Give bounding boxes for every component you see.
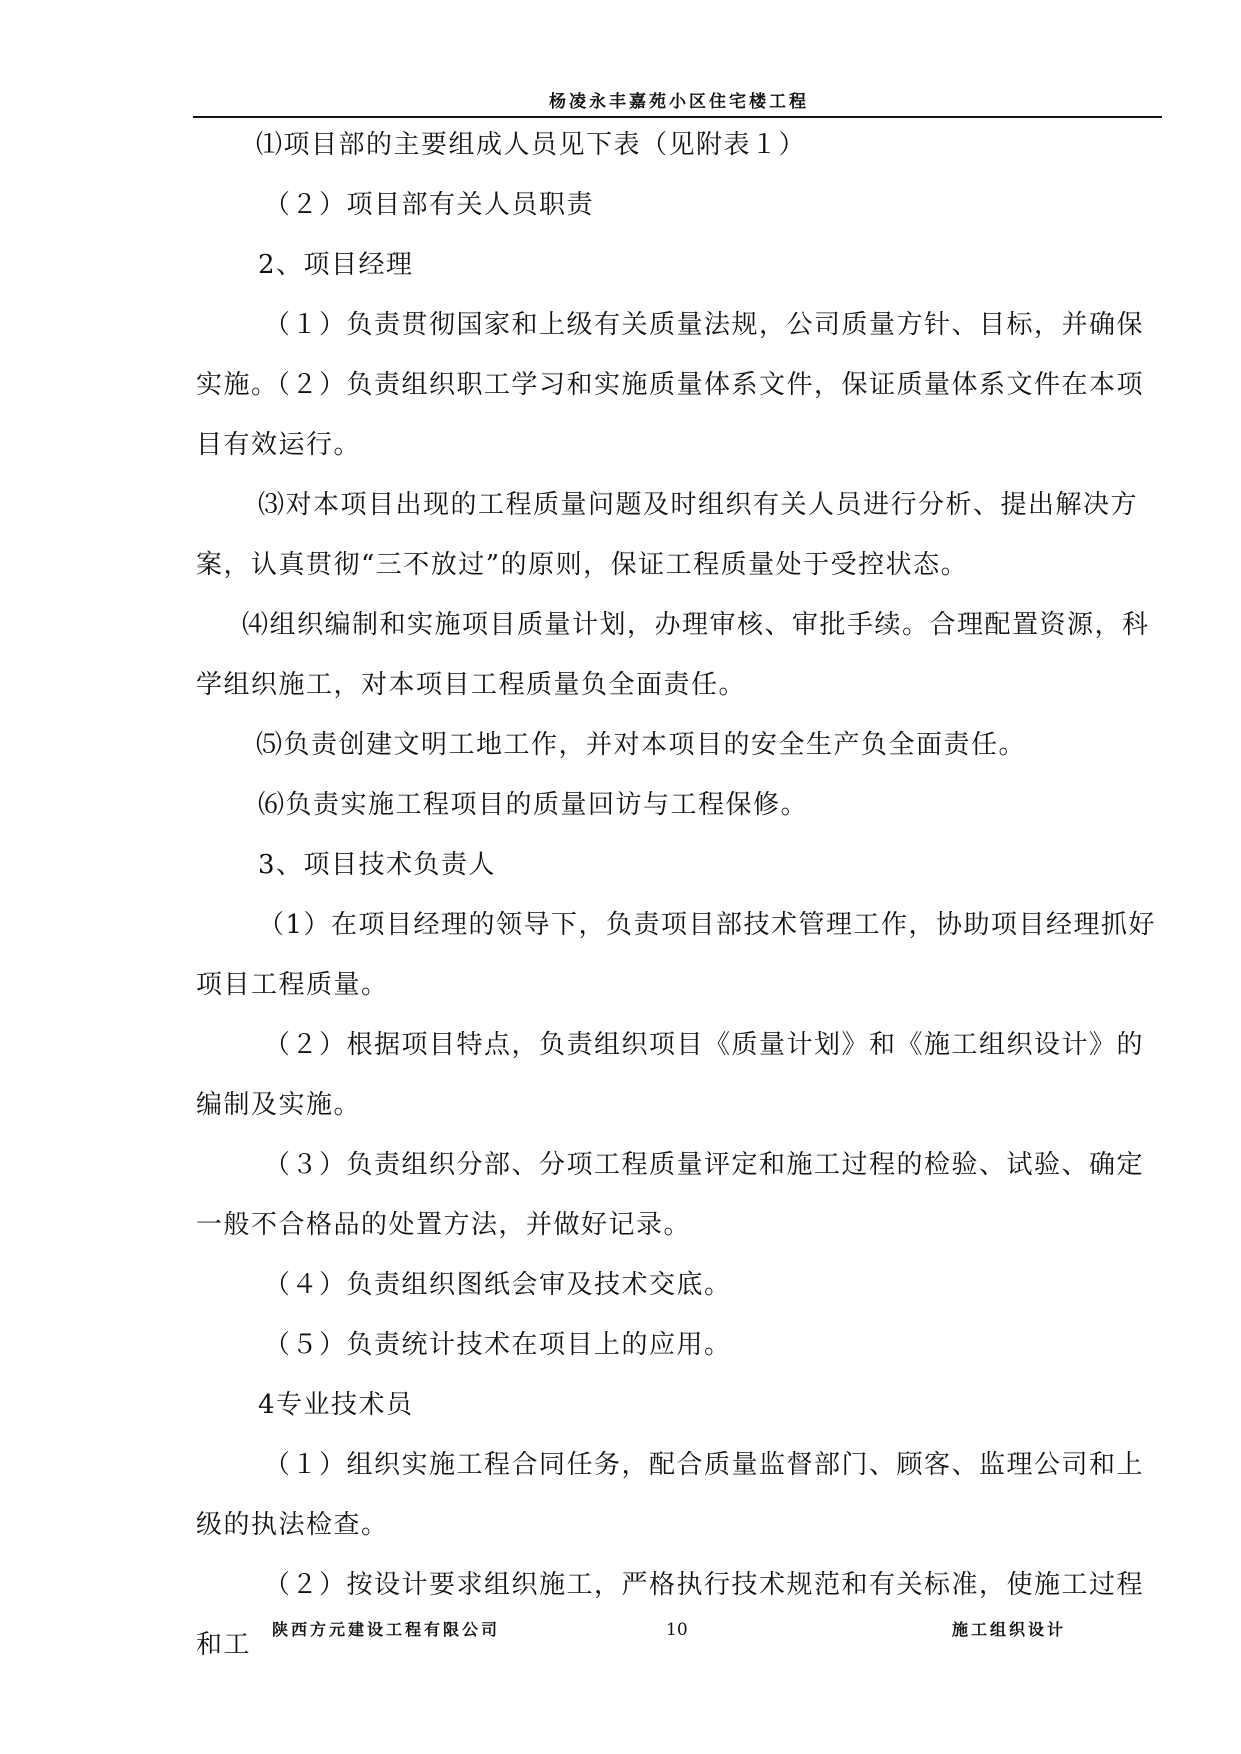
- paragraph-8: ⑸负责创建文明工地工作，并对本项目的安全生产负全面责任。: [256, 730, 1027, 760]
- paragraph-17: （１）组织实施工程合同任务，配合质量监督部门、顾客、监理公司和上级的执法检查。: [196, 1450, 1145, 1540]
- paragraph-5: （２）负责组织职工学习和实施质量体系文件，保证质量体系文件在本项目有效运行。: [196, 370, 1145, 460]
- paragraph-14: （４）负责组织图纸会审及技术交底。: [264, 1270, 732, 1300]
- page-number: 10: [666, 1620, 688, 1640]
- paragraph-9: ⑹负责实施工程项目的质量回访与工程保修。: [258, 790, 809, 820]
- paragraph-16: 4专业技术员: [258, 1390, 414, 1420]
- paragraph-6: ⑶对本项目出现的工程质量问题及时组织有关人员进行分析、提出解决方案，认真贯彻“三不放过”的原则，保证工程质量处于受控状态。: [196, 490, 1139, 580]
- paragraph-12: （２）根据项目特点，负责组织项目《质量计划》和《施工组织设计》的编制及实施。: [196, 1030, 1145, 1120]
- footer-company-name: 陕西方元建设工程有限公司: [272, 1620, 501, 1639]
- paragraph-7: ⑷组织编制和实施项目质量计划，办理审核、审批手续。合理配置资源，科学组织施工，对本项目工程质量负全面责任。: [196, 610, 1150, 700]
- paragraph-15: （５）负责统计技术在项目上的应用。: [264, 1330, 732, 1360]
- paragraph-2: （２）项目部有关人员职责: [264, 190, 595, 220]
- paragraph-13: （３）负责组织分部、分项工程质量评定和施工过程的检验、试验、确定一般不合格品的处置方法，并做好记录。: [196, 1150, 1145, 1240]
- paragraph-4: （１）负责贯彻国家和上级有关质量法规，公司质量方针、目标，并确保实施。: [196, 310, 1145, 400]
- paragraph-3: 2、项目经理: [258, 250, 414, 280]
- footer-document-type: 施工组织设计: [952, 1620, 1067, 1639]
- paragraph-18: （２）按设计要求组织施工，严格执行技术规范和有关标准，使施工过程和工: [196, 1570, 1145, 1660]
- paragraph-10: 3、项目技术负责人: [258, 850, 497, 880]
- paragraph-1: ⑴项目部的主要组成人员见下表（见附表１）: [256, 130, 807, 160]
- paragraph-11: （1）在项目经理的领导下，负责项目部技术管理工作，协助项目经理抓好项目工程质量。: [196, 910, 1157, 1000]
- page-header-title: 杨凌永丰嘉苑小区住宅楼工程: [549, 92, 809, 112]
